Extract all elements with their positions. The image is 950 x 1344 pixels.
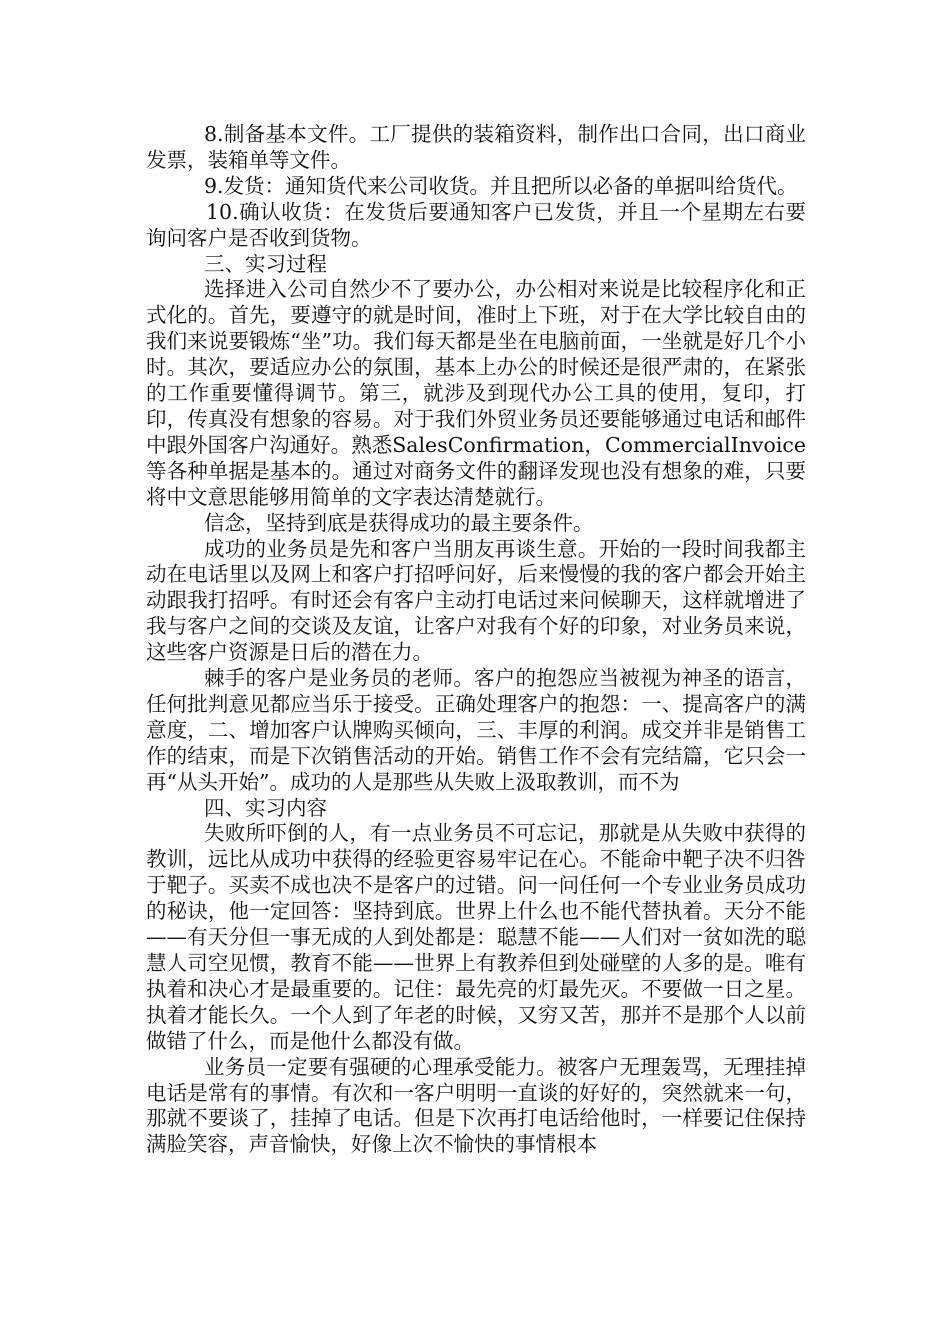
- psychology-paragraph: 业务员一定要有强硬的心理承受能力。被客户无理轰骂，无理挂掉电话是常有的事情。有次和一客户明明一直谈的好好的，突然就来一句，那就不要谈了，挂掉了电话。但是下次再打电话给他时，一样要记住保持满脸笑容，声音愉快，好像上次不愉快的事情根本: [146, 1054, 806, 1157]
- step-8-paragraph: 8.制备基本文件。工厂提供的装箱资料，制作出口合同，出口商业发票，装箱单等文件。: [146, 122, 806, 172]
- section-heading-process: 三、实习过程: [204, 251, 327, 276]
- belief-paragraph: 信念，坚持到底是获得成功的最主要条件。: [204, 510, 594, 535]
- client-friend-paragraph: 成功的业务员是先和客户当朋友再谈生意。开始的一段时间我都主动在电话里以及网上和客户打招呼问好，后来慢慢的我的客户都会开始主动跟我打招呼。有时还会有客户主动打电话过来问候聊天，这样就增进了我与客户之间的交谈及友谊，让客户对我有个好的印象，对业务员来说，这些客户资源是日后的潜在力。: [146, 536, 806, 665]
- difficult-client-paragraph: 棘手的客户是业务员的老师。客户的抱怨应当被视为神圣的语言，任何批判意见都应当乐于接受。正确处理客户的抱怨：一、提高客户的满意度，二、增加客户认牌购买倾向，三、丰厚的利润。成交并非是销售工作的结束，而是下次销售活动的开始。销售工作不会有完结篇，它只会一再“从头开始”。成功的人是那些从失败上汲取教训，而不为: [146, 666, 806, 794]
- failure-lesson-paragraph: 失败所吓倒的人，有一点业务员不可忘记，那就是从失败中获得的教训，远比从成功中获得的经验更容易牢记在心。不能命中靶子决不归咎于靶子。买卖不成也决不是客户的过错。问一问任何一个专业业务员成功的秘诀，他一定回答：坚持到底。世界上什么也不能代替执着。天分不能——有天分但一事无成的人到处都是：聪慧不能——人们对一贫如洗的聪慧人司空见惯，教育不能——世界上有教养但到处碰壁的人多的是。唯有执着和决心才是最重要的。记住：最先亮的灯最先灭。不要做一日之星。执着才能长久。一个人到了年老的时候，又穷又苦，那并不是那个人以前做错了什么，而是他什么都没有做。: [146, 821, 806, 1053]
- step-10-paragraph: 10.确认收货：在发货后要通知客户已发货，并且一个星期左右要询问客户是否收到货物。: [146, 199, 806, 250]
- document-page: [146, 122, 806, 1158]
- step-9-paragraph: 9.发货：通知货代来公司收货。并且把所以必备的单据叫给货代。: [204, 173, 798, 198]
- office-work-paragraph: 选择进入公司自然少不了要办公，办公相对来说是比较程序化和正式化的。首先，要遵守的就是时间，准时上下班，对于在大学比较自由的我们来说要锻炼“坐”功。我们每天都是坐在电脑前面，一坐就是好几个小时。其次，要适应办公的氛围，基本上办公的时候还是很严肃的，在紧张的工作重要懂得调节。第三，就涉及到现代办公工具的使用，复印，打印，传真没有想象的容易。对于我们外贸业务员还要能够通过电话和邮件中跟外国客户沟通好。熟悉SalesConfirmation，CommercialInvoice等各种单据是基本的。通过对商务文件的翻译发现也没有想象的难，只要将中文意思能够用简单的文字表达清楚就行。: [146, 277, 806, 509]
- section-heading-content: 四、实习内容: [204, 795, 327, 820]
